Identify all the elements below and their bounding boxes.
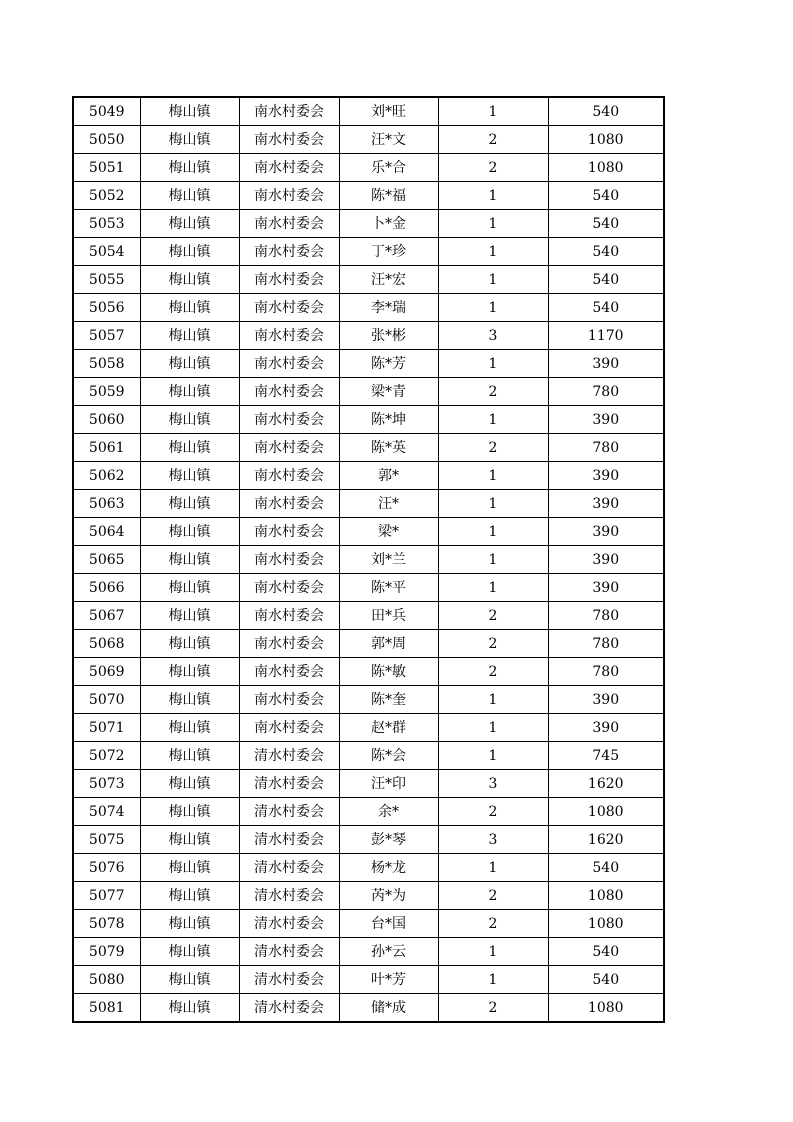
village-cell: 南水村委会 — [239, 378, 339, 406]
id-cell: 5049 — [73, 97, 140, 126]
id-cell: 5054 — [73, 238, 140, 266]
table-row — [73, 182, 664, 210]
amount-cell: 540 — [548, 294, 664, 322]
village-cell: 南水村委会 — [239, 182, 339, 210]
table-row — [73, 910, 664, 938]
id-cell: 5079 — [73, 938, 140, 966]
count-cell: 1 — [438, 97, 548, 126]
village-cell: 清水村委会 — [239, 742, 339, 770]
id-cell: 5064 — [73, 518, 140, 546]
amount-cell: 390 — [548, 714, 664, 742]
id-cell: 5061 — [73, 434, 140, 462]
amount-cell: 780 — [548, 434, 664, 462]
id-cell: 5072 — [73, 742, 140, 770]
amount-cell: 390 — [548, 686, 664, 714]
name-cell: 丁*珍 — [339, 238, 438, 266]
name-cell: 李*瑞 — [339, 294, 438, 322]
village-cell: 清水村委会 — [239, 770, 339, 798]
table-row — [73, 602, 664, 630]
village-cell: 南水村委会 — [239, 154, 339, 182]
id-cell: 5069 — [73, 658, 140, 686]
amount-cell: 1080 — [548, 994, 664, 1023]
count-cell: 1 — [438, 966, 548, 994]
count-cell: 2 — [438, 602, 548, 630]
name-cell: 叶*芳 — [339, 966, 438, 994]
count-cell: 3 — [438, 322, 548, 350]
village-cell: 南水村委会 — [239, 322, 339, 350]
id-cell: 5077 — [73, 882, 140, 910]
name-cell: 赵*群 — [339, 714, 438, 742]
amount-cell: 780 — [548, 602, 664, 630]
town-cell: 梅山镇 — [140, 378, 239, 406]
village-cell: 南水村委会 — [239, 574, 339, 602]
table-row — [73, 574, 664, 602]
data-table — [72, 96, 665, 1023]
town-cell: 梅山镇 — [140, 97, 239, 126]
table-row — [73, 238, 664, 266]
count-cell: 1 — [438, 266, 548, 294]
id-cell: 5058 — [73, 350, 140, 378]
village-cell: 南水村委会 — [239, 630, 339, 658]
id-cell: 5050 — [73, 126, 140, 154]
town-cell: 梅山镇 — [140, 490, 239, 518]
table-row — [73, 518, 664, 546]
name-cell: 台*国 — [339, 910, 438, 938]
name-cell: 陈*会 — [339, 742, 438, 770]
count-cell: 1 — [438, 518, 548, 546]
town-cell: 梅山镇 — [140, 126, 239, 154]
table-row — [73, 994, 664, 1023]
name-cell: 郭* — [339, 462, 438, 490]
name-cell: 孙*云 — [339, 938, 438, 966]
name-cell: 乐*合 — [339, 154, 438, 182]
amount-cell: 1620 — [548, 770, 664, 798]
town-cell: 梅山镇 — [140, 266, 239, 294]
village-cell: 南水村委会 — [239, 294, 339, 322]
name-cell: 彭*琴 — [339, 826, 438, 854]
table-row — [73, 154, 664, 182]
town-cell: 梅山镇 — [140, 714, 239, 742]
town-cell: 梅山镇 — [140, 238, 239, 266]
id-cell: 5057 — [73, 322, 140, 350]
table-row — [73, 210, 664, 238]
town-cell: 梅山镇 — [140, 910, 239, 938]
name-cell: 汪* — [339, 490, 438, 518]
town-cell: 梅山镇 — [140, 658, 239, 686]
table-row — [73, 350, 664, 378]
town-cell: 梅山镇 — [140, 322, 239, 350]
id-cell: 5059 — [73, 378, 140, 406]
count-cell: 2 — [438, 378, 548, 406]
town-cell: 梅山镇 — [140, 602, 239, 630]
id-cell: 5075 — [73, 826, 140, 854]
count-cell: 2 — [438, 910, 548, 938]
amount-cell: 780 — [548, 630, 664, 658]
table-row — [73, 434, 664, 462]
village-cell: 清水村委会 — [239, 966, 339, 994]
table-row — [73, 378, 664, 406]
name-cell: 陈*坤 — [339, 406, 438, 434]
id-cell: 5073 — [73, 770, 140, 798]
town-cell: 梅山镇 — [140, 462, 239, 490]
count-cell: 1 — [438, 546, 548, 574]
amount-cell: 540 — [548, 97, 664, 126]
name-cell: 田*兵 — [339, 602, 438, 630]
count-cell: 1 — [438, 182, 548, 210]
count-cell: 2 — [438, 994, 548, 1023]
count-cell: 2 — [438, 434, 548, 462]
count-cell: 1 — [438, 714, 548, 742]
name-cell: 梁* — [339, 518, 438, 546]
town-cell: 梅山镇 — [140, 154, 239, 182]
amount-cell: 745 — [548, 742, 664, 770]
count-cell: 2 — [438, 658, 548, 686]
id-cell: 5074 — [73, 798, 140, 826]
name-cell: 储*成 — [339, 994, 438, 1023]
village-cell: 南水村委会 — [239, 97, 339, 126]
village-cell: 南水村委会 — [239, 434, 339, 462]
town-cell: 梅山镇 — [140, 350, 239, 378]
name-cell: 刘*旺 — [339, 97, 438, 126]
table-row — [73, 798, 664, 826]
count-cell: 2 — [438, 154, 548, 182]
amount-cell: 390 — [548, 462, 664, 490]
town-cell: 梅山镇 — [140, 574, 239, 602]
count-cell: 1 — [438, 574, 548, 602]
village-cell: 南水村委会 — [239, 126, 339, 154]
count-cell: 3 — [438, 770, 548, 798]
village-cell: 南水村委会 — [239, 406, 339, 434]
amount-cell: 390 — [548, 574, 664, 602]
name-cell: 陈*敏 — [339, 658, 438, 686]
village-cell: 清水村委会 — [239, 882, 339, 910]
table-row — [73, 322, 664, 350]
amount-cell: 780 — [548, 378, 664, 406]
amount-cell: 1170 — [548, 322, 664, 350]
town-cell: 梅山镇 — [140, 434, 239, 462]
name-cell: 芮*为 — [339, 882, 438, 910]
name-cell: 陈*平 — [339, 574, 438, 602]
town-cell: 梅山镇 — [140, 994, 239, 1023]
town-cell: 梅山镇 — [140, 854, 239, 882]
town-cell: 梅山镇 — [140, 938, 239, 966]
village-cell: 南水村委会 — [239, 462, 339, 490]
id-cell: 5070 — [73, 686, 140, 714]
id-cell: 5071 — [73, 714, 140, 742]
count-cell: 1 — [438, 938, 548, 966]
table-row — [73, 938, 664, 966]
amount-cell: 390 — [548, 490, 664, 518]
count-cell: 2 — [438, 798, 548, 826]
amount-cell: 540 — [548, 266, 664, 294]
name-cell: 刘*兰 — [339, 546, 438, 574]
count-cell: 1 — [438, 406, 548, 434]
id-cell: 5062 — [73, 462, 140, 490]
village-cell: 清水村委会 — [239, 854, 339, 882]
name-cell: 卜*金 — [339, 210, 438, 238]
id-cell: 5056 — [73, 294, 140, 322]
id-cell: 5067 — [73, 602, 140, 630]
table-row — [73, 294, 664, 322]
amount-cell: 390 — [548, 350, 664, 378]
table-row — [73, 742, 664, 770]
id-cell: 5060 — [73, 406, 140, 434]
village-cell: 南水村委会 — [239, 210, 339, 238]
count-cell: 1 — [438, 686, 548, 714]
village-cell: 南水村委会 — [239, 238, 339, 266]
amount-cell: 1620 — [548, 826, 664, 854]
count-cell: 1 — [438, 350, 548, 378]
table-row — [73, 882, 664, 910]
table-row — [73, 714, 664, 742]
name-cell: 梁*青 — [339, 378, 438, 406]
village-cell: 南水村委会 — [239, 602, 339, 630]
town-cell: 梅山镇 — [140, 882, 239, 910]
table-row — [73, 854, 664, 882]
amount-cell: 540 — [548, 182, 664, 210]
name-cell: 陈*奎 — [339, 686, 438, 714]
amount-cell: 390 — [548, 518, 664, 546]
name-cell: 陈*英 — [339, 434, 438, 462]
table-row — [73, 97, 664, 126]
id-cell: 5080 — [73, 966, 140, 994]
id-cell: 5053 — [73, 210, 140, 238]
amount-cell: 540 — [548, 238, 664, 266]
name-cell: 陈*福 — [339, 182, 438, 210]
amount-cell: 1080 — [548, 798, 664, 826]
village-cell: 南水村委会 — [239, 658, 339, 686]
village-cell: 南水村委会 — [239, 686, 339, 714]
id-cell: 5078 — [73, 910, 140, 938]
amount-cell: 540 — [548, 210, 664, 238]
table-row — [73, 406, 664, 434]
id-cell: 5081 — [73, 994, 140, 1023]
town-cell: 梅山镇 — [140, 294, 239, 322]
village-cell: 清水村委会 — [239, 826, 339, 854]
table-row — [73, 546, 664, 574]
count-cell: 1 — [438, 462, 548, 490]
table-body — [73, 97, 664, 1022]
village-cell: 南水村委会 — [239, 546, 339, 574]
table-row — [73, 826, 664, 854]
town-cell: 梅山镇 — [140, 630, 239, 658]
town-cell: 梅山镇 — [140, 210, 239, 238]
village-cell: 清水村委会 — [239, 938, 339, 966]
name-cell: 汪*文 — [339, 126, 438, 154]
town-cell: 梅山镇 — [140, 518, 239, 546]
table-row — [73, 630, 664, 658]
amount-cell: 1080 — [548, 154, 664, 182]
count-cell: 1 — [438, 210, 548, 238]
name-cell: 杨*龙 — [339, 854, 438, 882]
town-cell: 梅山镇 — [140, 182, 239, 210]
name-cell: 陈*芳 — [339, 350, 438, 378]
id-cell: 5065 — [73, 546, 140, 574]
count-cell: 2 — [438, 630, 548, 658]
name-cell: 余* — [339, 798, 438, 826]
amount-cell: 540 — [548, 966, 664, 994]
amount-cell: 540 — [548, 938, 664, 966]
count-cell: 1 — [438, 854, 548, 882]
id-cell: 5051 — [73, 154, 140, 182]
town-cell: 梅山镇 — [140, 966, 239, 994]
village-cell: 南水村委会 — [239, 490, 339, 518]
town-cell: 梅山镇 — [140, 406, 239, 434]
table-row — [73, 770, 664, 798]
table-row — [73, 966, 664, 994]
id-cell: 5076 — [73, 854, 140, 882]
town-cell: 梅山镇 — [140, 826, 239, 854]
town-cell: 梅山镇 — [140, 686, 239, 714]
amount-cell: 540 — [548, 854, 664, 882]
table-row — [73, 658, 664, 686]
town-cell: 梅山镇 — [140, 798, 239, 826]
count-cell: 3 — [438, 826, 548, 854]
id-cell: 5068 — [73, 630, 140, 658]
id-cell: 5055 — [73, 266, 140, 294]
table-row — [73, 126, 664, 154]
village-cell: 南水村委会 — [239, 266, 339, 294]
village-cell: 南水村委会 — [239, 518, 339, 546]
table-row — [73, 462, 664, 490]
table-row — [73, 686, 664, 714]
village-cell: 南水村委会 — [239, 714, 339, 742]
count-cell: 2 — [438, 882, 548, 910]
table-row — [73, 266, 664, 294]
count-cell: 1 — [438, 294, 548, 322]
id-cell: 5063 — [73, 490, 140, 518]
count-cell: 2 — [438, 126, 548, 154]
town-cell: 梅山镇 — [140, 770, 239, 798]
village-cell: 南水村委会 — [239, 350, 339, 378]
town-cell: 梅山镇 — [140, 742, 239, 770]
id-cell: 5052 — [73, 182, 140, 210]
village-cell: 清水村委会 — [239, 910, 339, 938]
count-cell: 1 — [438, 238, 548, 266]
table-row — [73, 490, 664, 518]
name-cell: 汪*宏 — [339, 266, 438, 294]
amount-cell: 390 — [548, 406, 664, 434]
village-cell: 清水村委会 — [239, 798, 339, 826]
amount-cell: 1080 — [548, 910, 664, 938]
town-cell: 梅山镇 — [140, 546, 239, 574]
count-cell: 1 — [438, 490, 548, 518]
amount-cell: 1080 — [548, 126, 664, 154]
name-cell: 郭*周 — [339, 630, 438, 658]
name-cell: 张*彬 — [339, 322, 438, 350]
id-cell: 5066 — [73, 574, 140, 602]
amount-cell: 1080 — [548, 882, 664, 910]
amount-cell: 390 — [548, 546, 664, 574]
amount-cell: 780 — [548, 658, 664, 686]
count-cell: 1 — [438, 742, 548, 770]
name-cell: 汪*印 — [339, 770, 438, 798]
village-cell: 清水村委会 — [239, 994, 339, 1023]
